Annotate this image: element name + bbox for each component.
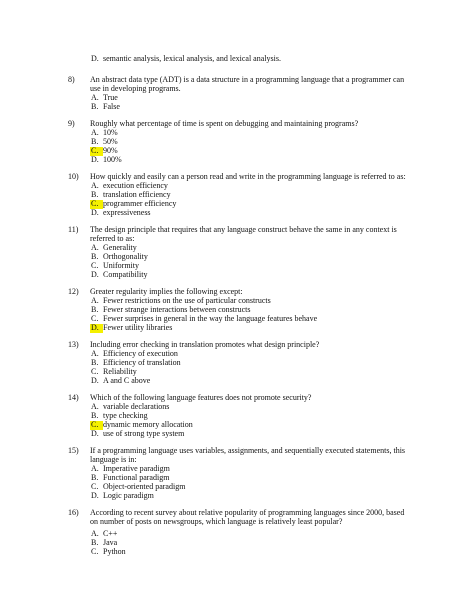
option-text: Generality: [103, 242, 137, 252]
question-number: 9): [68, 119, 75, 128]
option-a: [90, 129, 408, 138]
option-letter: A.: [91, 92, 99, 102]
option-text: 100%: [103, 154, 122, 164]
option-a: [90, 94, 408, 103]
option-text: Fewer surprises in general in the way the language features behave: [103, 313, 318, 323]
option-text: programmer efficiency: [103, 198, 177, 208]
option-text: Compatibility: [103, 269, 148, 279]
question-stem: [90, 509, 408, 527]
stem-line: Roughly what percentage of time is spent on debugging and maintaining programs?: [90, 119, 359, 128]
option-text: 90%: [103, 145, 118, 155]
option-letter: A.: [91, 295, 99, 305]
option-letter: B.: [91, 537, 99, 547]
option-letter: B.: [91, 410, 99, 420]
option-letter: D.: [91, 54, 99, 63]
option-d: [90, 209, 408, 218]
option-text: Efficiency of execution: [103, 348, 178, 358]
option-text: Reliability: [103, 366, 137, 376]
answer-highlight: D.: [90, 324, 103, 333]
option-text: type checking: [103, 410, 148, 420]
option-text: translation efficiency: [103, 189, 171, 199]
option-text: 10%: [103, 127, 118, 137]
question-stem: [90, 447, 408, 465]
option-text: False: [103, 101, 120, 111]
question-number: 11): [68, 225, 79, 234]
option-text: Imperative paradigm: [103, 463, 170, 473]
option-b: [90, 138, 408, 147]
option-text: Python: [103, 546, 126, 556]
option-d: [90, 156, 408, 165]
option-d: [90, 377, 408, 386]
option-b: [90, 359, 408, 368]
option-letter: B.: [91, 101, 99, 111]
option-letter: D.: [91, 375, 99, 385]
option-letter: A.: [91, 463, 99, 473]
question-number: 10): [68, 172, 79, 181]
option-letter: A.: [91, 127, 99, 137]
option-a: [90, 530, 408, 539]
option-text: C++: [103, 528, 118, 538]
option-d: [90, 324, 408, 333]
option-c: [90, 147, 408, 156]
stem-line: The design principle that requires that any language construct behave the same in any context is: [90, 225, 397, 234]
option-letter: B.: [91, 304, 99, 314]
answer-highlight: C.: [90, 147, 103, 156]
option-text: variable declarations: [103, 401, 170, 411]
option-letter: B.: [91, 357, 99, 367]
option-text: Java: [103, 537, 118, 547]
option-text: Efficiency of translation: [103, 357, 181, 367]
stem-line: use in developing programs.: [90, 83, 181, 93]
option-text: use of strong type system: [103, 428, 185, 438]
stem-line: An abstract data type (ADT) is a data structure in a programming language that a programmer can: [90, 75, 405, 84]
option-letter: D.: [91, 490, 99, 500]
answer-highlight: C.: [90, 200, 103, 209]
option-text: Orthogonality: [103, 251, 148, 261]
option-text: Fewer utility libraries: [103, 322, 173, 332]
option-letter: C.: [91, 366, 99, 376]
option-b: [90, 539, 408, 548]
option-text: expressiveness: [103, 207, 151, 217]
option-letter: D.: [91, 154, 99, 164]
option-letter: C.: [91, 260, 99, 270]
question-number: 13): [68, 340, 79, 349]
option-letter: A.: [91, 348, 99, 358]
question-number: 14): [68, 393, 79, 402]
option-text: execution efficiency: [103, 180, 168, 190]
option-text: Uniformity: [103, 260, 139, 270]
stem-line: Greater regularity implies the following except:: [90, 287, 243, 296]
option-d: [90, 492, 408, 501]
answer-highlight: C.: [90, 421, 103, 430]
option-letter: A.: [91, 180, 99, 190]
stem-line: referred to as:: [90, 233, 135, 243]
option-letter: A.: [91, 401, 99, 411]
option-text: dynamic memory allocation: [103, 419, 193, 429]
question-number: 12): [68, 287, 79, 296]
option-letter: C.: [91, 481, 99, 491]
option-letter: A.: [91, 528, 99, 538]
option-text: 50%: [103, 136, 118, 146]
stem-line: on number of posts on newsgroups, which language is relatively least popular?: [90, 516, 343, 526]
option-c: [90, 548, 408, 557]
option-text: True: [103, 92, 118, 102]
option-text: semantic analysis, lexical analysis, and lexical analysis.: [103, 54, 281, 63]
option-letter: B.: [91, 472, 99, 482]
option-d: [90, 430, 408, 439]
option-b: [90, 103, 408, 112]
stem-line: Including error checking in translation promotes what design principle?: [90, 340, 320, 349]
option-d: [90, 271, 408, 280]
question-stem: [90, 76, 408, 94]
stem-line: language is in:: [90, 454, 137, 464]
option-letter: D.: [91, 207, 99, 217]
question-number: 16): [68, 508, 79, 517]
option-letter: C.: [91, 313, 99, 323]
stem-line: If a programming language uses variables, assignments, and sequentially executed statements, this: [90, 446, 406, 455]
option-text: Fewer restrictions on the use of particular constructs: [103, 295, 271, 305]
option-text: Object-oriented paradigm: [103, 481, 186, 491]
stem-line: How quickly and easily can a person read and write in the programming language is referred to as:: [90, 172, 406, 181]
option-text: A and C above: [103, 375, 151, 385]
option-letter: A.: [91, 242, 99, 252]
option-letter: D.: [91, 428, 99, 438]
option-letter: C.: [91, 546, 99, 556]
question-number: 15): [68, 446, 79, 455]
option-text: Fewer strange interactions between constructs: [103, 304, 251, 314]
option-letter: B.: [91, 136, 99, 146]
stem-line: Which of the following language features does not promote security?: [90, 393, 312, 402]
stem-line: According to recent survey about relative popularity of programming languages since 2000, based: [90, 508, 405, 517]
option-letter: B.: [91, 189, 99, 199]
option-letter: D.: [91, 269, 99, 279]
question-number: 8): [68, 75, 75, 84]
option-letter: B.: [91, 251, 99, 261]
option-d: [90, 55, 408, 64]
option-text: Functional paradigm: [103, 472, 170, 482]
question-stem: [90, 226, 408, 244]
question-stem: [90, 120, 408, 129]
option-text: Logic paradigm: [103, 490, 154, 500]
